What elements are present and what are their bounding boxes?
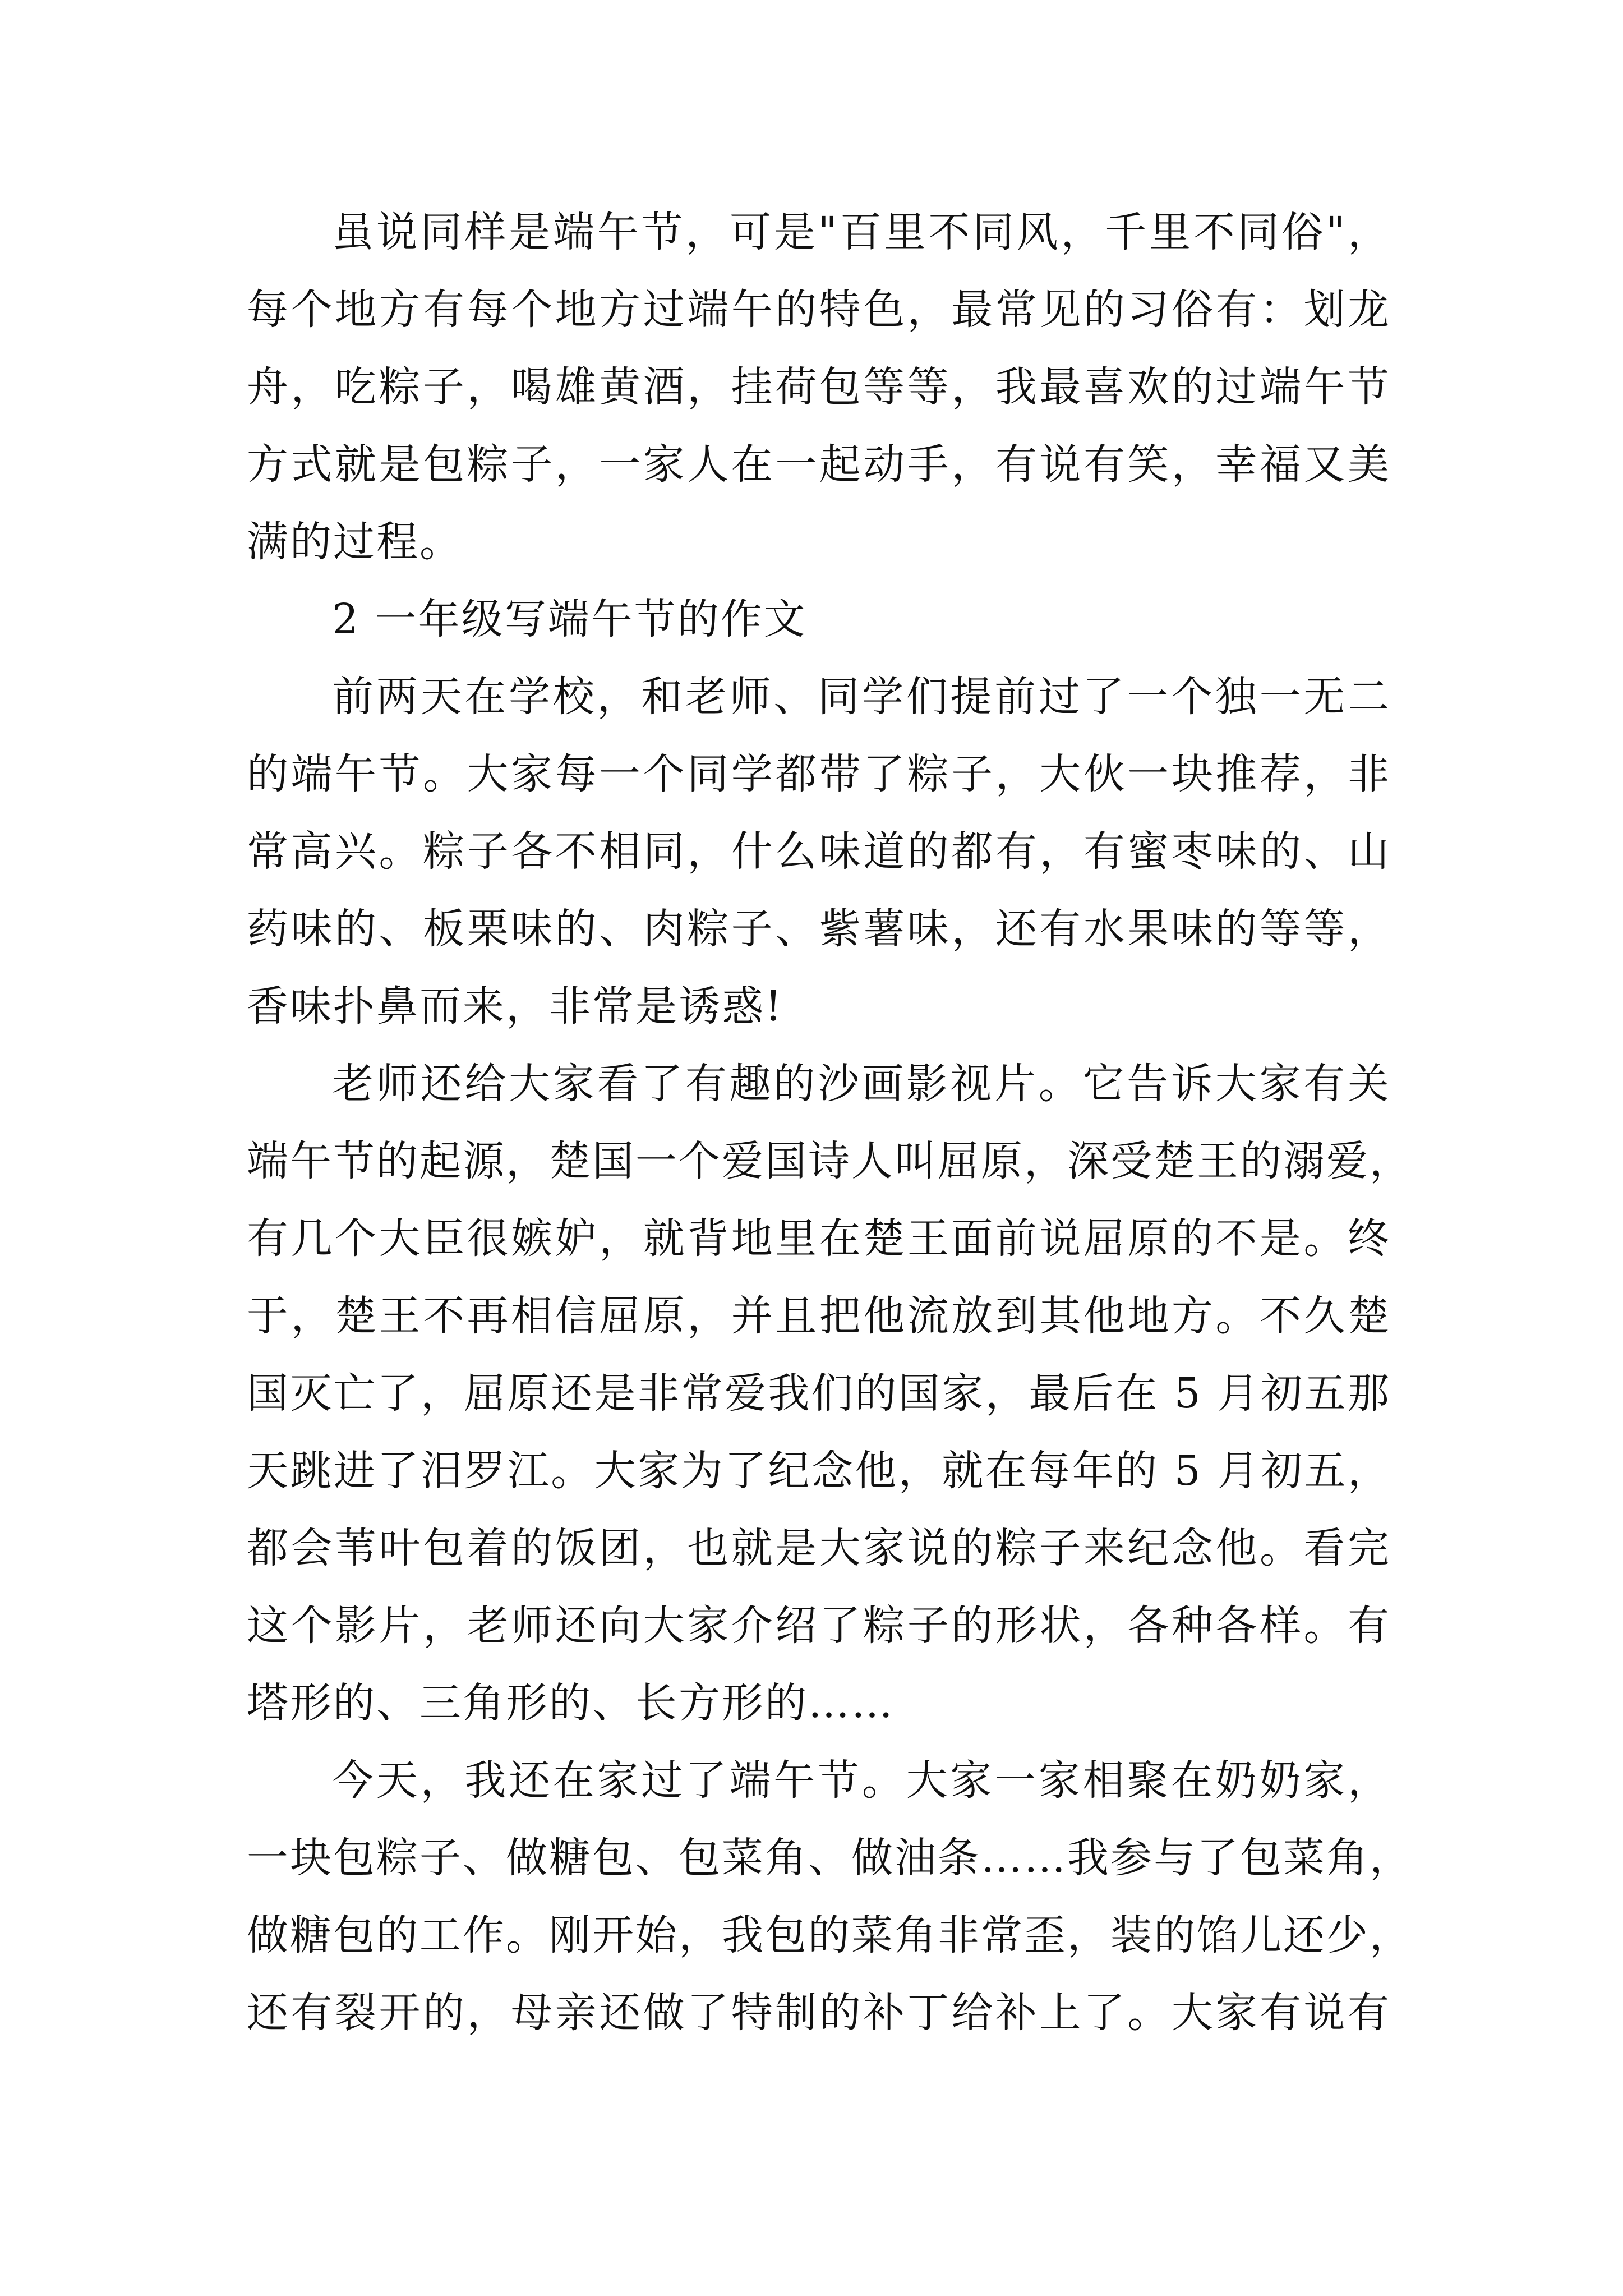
text-line: 一块包粽子、做糖包、包菜角、做油条……我参与了包菜角， xyxy=(247,1834,1413,1882)
paragraph-1 xyxy=(247,194,1391,581)
text-line: 满的过程。 xyxy=(247,518,463,566)
document-body xyxy=(247,194,1413,2051)
text-line: 舟，吃粽子，喝雄黄酒，挂荷包等等，我最喜欢的过端午节 xyxy=(247,363,1391,411)
text-line: 香味扑鼻而来，非常是诱惑! xyxy=(247,982,783,1030)
text-line: 都会苇叶包着的饭团，也就是大家说的粽子来纪念他。看完 xyxy=(247,1524,1391,1572)
text-line: 虽说同样是端午节，可是"百里不同风，千里不同俗"， xyxy=(332,208,1391,256)
text-line: 老师还给大家看了有趣的沙画影视片。它告诉大家有关 xyxy=(332,1060,1391,1108)
text-line: 药味的、板栗味的、肉粽子、紫薯味，还有水果味的等等， xyxy=(247,905,1391,953)
text-line: 国灭亡了，屈原还是非常爱我们的国家，最后在 5 月初五那 xyxy=(247,1369,1391,1418)
heading-line: 2 一年级写端午节的作文 xyxy=(332,595,807,643)
text-line: 常高兴。粽子各不相同，什么味道的都有，有蜜枣味的、山 xyxy=(247,827,1391,876)
paragraph-3 xyxy=(247,1045,1413,1742)
text-line: 有几个大臣很嫉妒，就背地里在楚王面前说屈原的不是。终 xyxy=(247,1214,1391,1263)
text-line: 每个地方有每个地方过端午的特色，最常见的习俗有：划龙 xyxy=(247,286,1391,334)
text-line: 做糖包的工作。刚开始，我包的菜角非常歪，装的馅儿还少， xyxy=(247,1911,1413,1959)
text-line: 这个影片，老师还向大家介绍了粽子的形状，各种各样。有 xyxy=(247,1602,1391,1650)
section-heading xyxy=(247,581,1391,658)
text-line: 塔形的、三角形的、长方形的…… xyxy=(247,1679,895,1727)
text-line: 天跳进了汨罗江。大家为了纪念他，就在每年的 5 月初五， xyxy=(247,1447,1391,1495)
text-line: 前两天在学校，和老师、同学们提前过了一个独一无二 xyxy=(332,673,1391,721)
text-line: 端午节的起源，楚国一个爱国诗人叫屈原，深受楚王的溺爱， xyxy=(247,1137,1413,1185)
text-line: 于，楚王不再相信屈原，并且把他流放到其他地方。不久楚 xyxy=(247,1292,1391,1340)
text-line: 还有裂开的，母亲还做了特制的补丁给补上了。大家有说有 xyxy=(247,1989,1391,2037)
text-line: 的端午节。大家每一个同学都带了粽子，大伙一块推荐，非 xyxy=(247,750,1391,798)
paragraph-4 xyxy=(247,1742,1413,2051)
text-line: 方式就是包粽子，一家人在一起动手，有说有笑，幸福又美 xyxy=(247,440,1391,489)
text-line: 今天，我还在家过了端午节。大家一家相聚在奶奶家， xyxy=(332,1756,1391,1805)
paragraph-2 xyxy=(247,658,1391,1045)
